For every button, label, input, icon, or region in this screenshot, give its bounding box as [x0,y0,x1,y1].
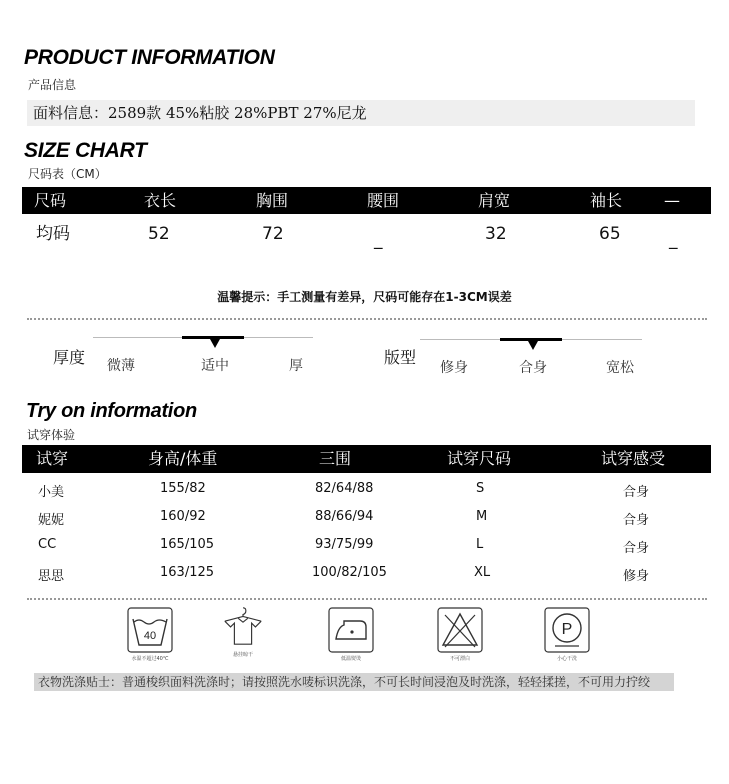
try-on-cell: 合身 [623,485,650,500]
thickness-option: 微薄 [107,358,135,374]
try-on-header-cell: 试穿感受 [601,449,666,468]
try-on-cell: CC [38,537,57,552]
try-on-cell: XL [474,565,491,580]
try-on-cell: 88/66/94 [315,509,374,524]
care-instructions: 衣物洗涤贴士：普通梭织面料洗涤时；请按照洗水唛标识洗涤，不可长时间浸泡及时洗涤，轻轻揉搓，不可用力拧绞 [34,673,674,691]
try-on-cell: 修身 [623,569,650,584]
try-on-header-cell: 试穿 [36,449,69,468]
divider [27,598,707,600]
product-info-title: PRODUCT INFORMATION [24,46,275,69]
thickness-pointer-icon [210,339,220,348]
size-chart-title: SIZE CHART [24,139,147,162]
try-on-cell: 155/82 [160,481,206,496]
thickness-label: 厚度 [53,348,86,367]
hang-dry-icon [221,604,265,648]
thickness-option: 适中 [201,358,229,374]
no-bleach-icon [437,607,483,653]
size-chart-subtitle: 尺码表（CM） [28,167,107,181]
size-cell: 72 [262,224,284,244]
size-cell: _ [374,230,383,250]
try-on-cell: 100/82/105 [312,565,387,580]
size-header-cell: 肩宽 [478,191,511,210]
try-on-cell: 82/64/88 [315,481,374,496]
wash-40-icon [127,607,173,653]
try-on-cell: S [476,481,485,496]
fit-option: 修身 [440,360,468,376]
try-on-title: Try on information [26,400,197,422]
try-on-cell: 163/125 [160,565,215,580]
thickness-option: 厚 [289,358,303,374]
table-row [22,481,711,500]
care-caption: 水温不超过40℃ [131,656,169,662]
size-header-cell: 衣长 [144,191,177,210]
fit-option: 合身 [519,360,547,376]
try-on-cell: 妮妮 [38,513,65,528]
size-cell: 均码 [36,224,70,244]
try-on-header-cell: 试穿尺码 [447,449,512,468]
size-header-cell: — [664,191,680,210]
try-on-cell: 思思 [38,569,65,584]
size-cell: _ [669,230,678,250]
try-on-cell: 小美 [38,485,65,500]
iron-low-icon [328,607,374,653]
try-on-header-cell: 三围 [319,449,352,468]
size-cell: 65 [599,224,621,244]
fabric-info: 面料信息：2589款 45%粘胶 28%PBT 27%尼龙 [27,100,695,126]
dry-clean-p-icon [544,607,590,653]
try-on-cell: 165/105 [160,537,215,552]
size-header-cell: 尺码 [34,191,67,210]
try-on-cell: M [476,509,488,524]
try-on-cell: 合身 [623,541,650,556]
try-on-cell: 合身 [623,513,650,528]
try-on-subtitle: 试穿体验 [27,428,76,442]
table-row [22,537,711,556]
size-chart-header [22,187,711,214]
care-caption: 小心干洗 [556,656,577,662]
try-on-cell: L [476,537,484,552]
size-cell: 52 [148,224,170,244]
wash-temp-number: 40 [143,630,157,642]
size-header-cell: 袖长 [590,191,623,210]
care-caption: 低温熨烫 [340,656,361,662]
measurement-note: 温馨提示：手工测量有差异，尺码可能存在1-3CM误差 [217,290,512,304]
try-on-header [22,445,711,473]
try-on-cell: 160/92 [160,509,206,524]
size-chart-row [22,222,711,250]
fit-option: 宽松 [606,360,634,376]
care-caption: 悬挂晾干 [232,652,253,658]
size-header-cell: 腰围 [367,191,400,210]
fit-pointer-icon [528,341,538,350]
product-info-subtitle: 产品信息 [28,78,77,92]
try-on-cell: 93/75/99 [315,537,374,552]
table-row [22,509,711,528]
size-cell: 32 [485,224,507,244]
fit-label: 版型 [384,348,417,367]
divider [27,318,707,320]
care-caption: 不可漂白 [449,656,470,662]
size-header-cell: 胸围 [256,191,289,210]
try-on-header-cell: 身高/体重 [148,449,218,468]
dry-clean-letter: P [561,621,573,638]
table-row [22,565,711,584]
